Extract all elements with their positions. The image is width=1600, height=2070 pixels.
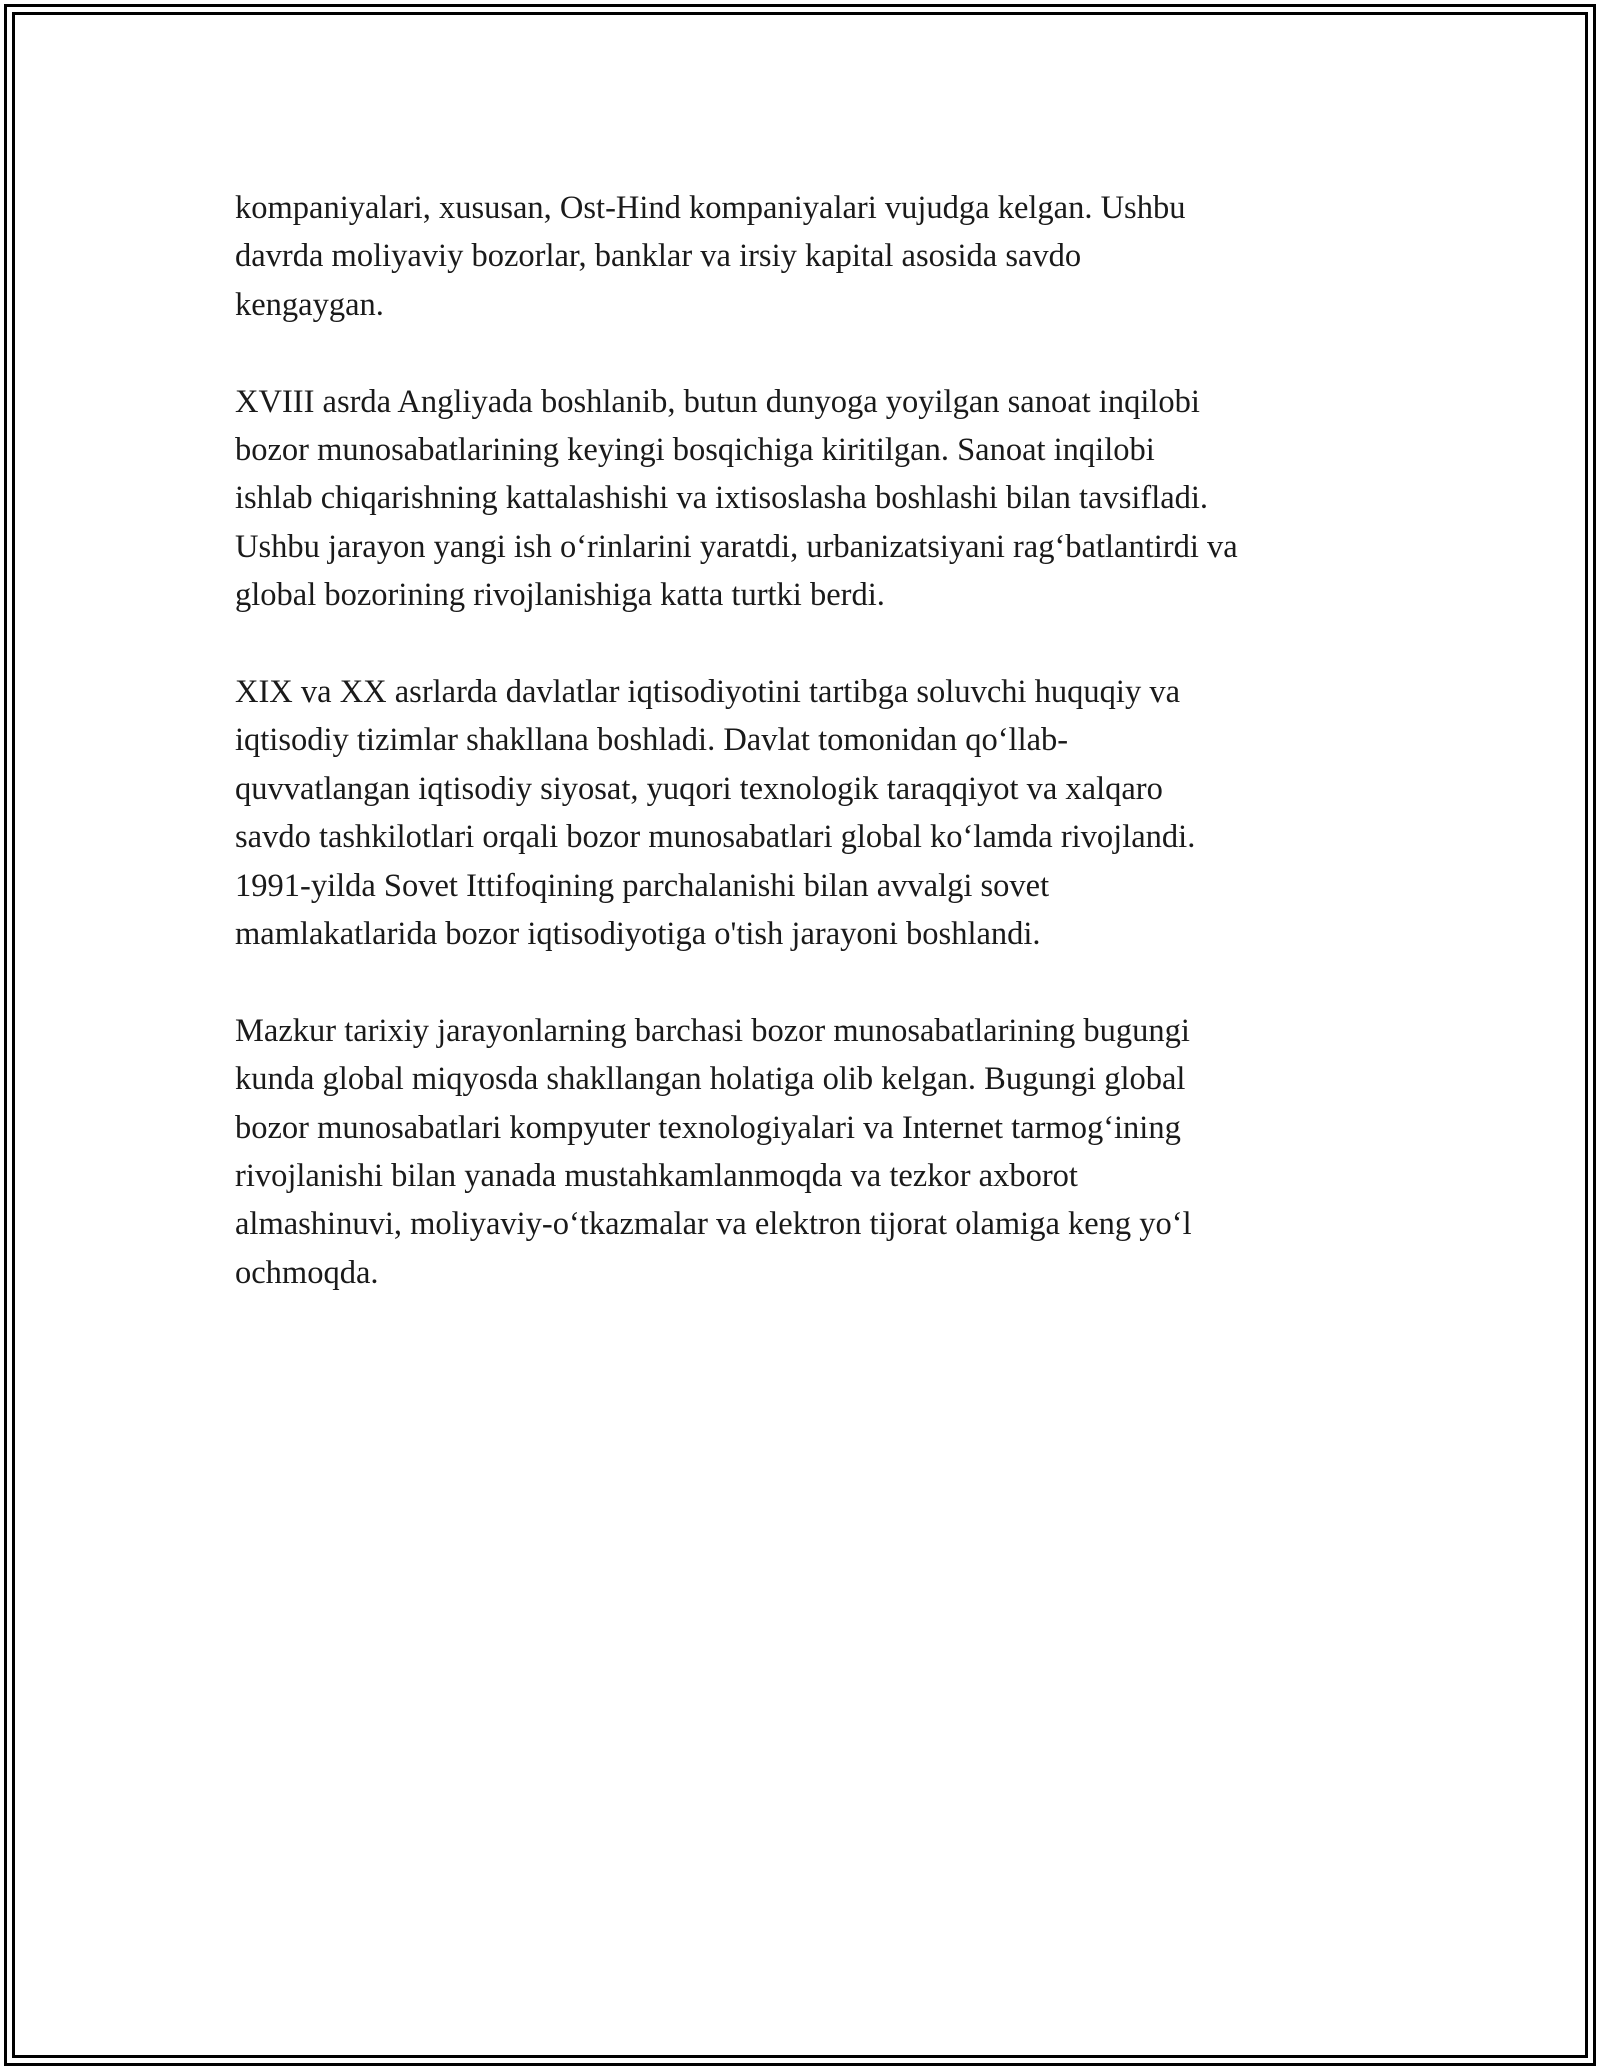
paragraph-2: XVIII asrda Angliyada boshlanib, butun dunyoga yoyilgan sanoat inqilobi bozor munosabatlarining keyingi bosqichiga kiritilgan. Sanoat inqilobi ishlab chiqarishning kattalashishi va ixtisoslasha boshlashi bilan tavsifladi. Ushbu jarayon yangi ish o‘rinlarini yaratdi, urbanizatsiyani rag‘batlantirdi va global bozorining rivojlanishiga katta turtki berdi. — [235, 383, 1238, 614]
paragraph-3: XIX va XX asrlarda davlatlar iqtisodiyotini tartibga soluvchi huquqiy va iqtisodiy tizimlar shakllana boshladi. Davlat tomonidan qo‘llab- quvvatlangan iqtisodiy siyosat, yuqori texnologik taraqqiyot va xalqaro savdo tashkilotlari orqali bozor munosabatlari global ko‘lamda rivojlandi. 1991-yilda Sovet Ittifoqining parchalanishi bilan avvalgi sovet mamlakatlarida bozor iqtisodiyotiga o'tish jarayoni boshlandi. — [235, 674, 1196, 953]
paragraph-1: kompaniyalari, xususan, Ost-Hind kompaniyalari vujudga kelgan. Ushbu davrda moliyaviy bozorlar, banklar va irsiy kapital asosida savdo kengaygan. — [235, 190, 1186, 323]
document-body — [235, 184, 1385, 1346]
paragraph-4: Mazkur tarixiy jarayonlarning barchasi bozor munosabatlarining bugungi kunda global miqyosda shakllangan holatiga olib kelgan. Bugungi global bozor munosabatlari kompyuter texnologiyalari va Internet tarmog‘ining rivojlanishi bilan yanada mustahkamlanmoqda va tezkor axborot almashinuvi, moliyaviy-o‘tkazmalar va elektron tijorat olamiga keng yo‘l ochmoqda. — [235, 1012, 1192, 1291]
